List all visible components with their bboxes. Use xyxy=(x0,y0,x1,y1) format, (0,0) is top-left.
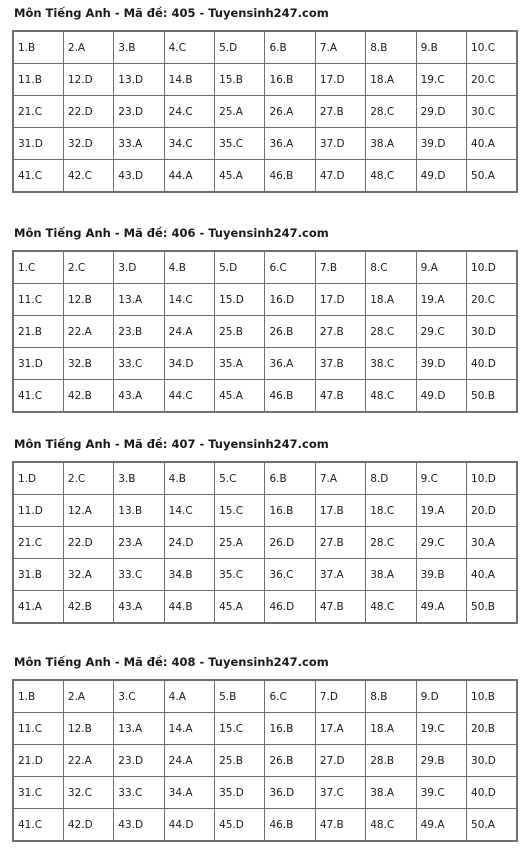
answer-cell: 27.B xyxy=(315,527,365,559)
answer-cell: 49.A xyxy=(416,809,466,842)
answer-cell: 49.D xyxy=(416,380,466,413)
answer-cell: 38.A xyxy=(366,128,416,160)
answer-cell: 34.A xyxy=(164,777,214,809)
answer-cell: 19.A xyxy=(416,495,466,527)
answer-cell: 24.A xyxy=(164,745,214,777)
answer-cell: 25.A xyxy=(215,96,265,128)
answer-cell: 4.C xyxy=(164,31,214,64)
answer-cell: 9.B xyxy=(416,31,466,64)
answer-cell: 13.B xyxy=(114,495,164,527)
answer-table xyxy=(12,30,518,193)
answer-cell: 22.A xyxy=(63,316,113,348)
answer-cell: 17.D xyxy=(315,284,365,316)
table-row xyxy=(13,559,517,591)
answer-cell: 41.C xyxy=(13,160,63,193)
answer-cell: 1.C xyxy=(13,251,63,284)
answer-cell: 7.B xyxy=(315,251,365,284)
answer-cell: 38.A xyxy=(366,559,416,591)
answer-cell: 21.D xyxy=(13,745,63,777)
answer-cell: 13.D xyxy=(114,64,164,96)
answer-cell: 35.D xyxy=(215,777,265,809)
answer-cell: 31.B xyxy=(13,559,63,591)
answer-cell: 28.B xyxy=(366,745,416,777)
answer-table xyxy=(12,250,518,413)
answer-cell: 28.C xyxy=(366,316,416,348)
answer-cell: 14.A xyxy=(164,713,214,745)
answer-cell: 10.B xyxy=(467,680,517,713)
answer-cell: 19.A xyxy=(416,284,466,316)
answer-cell: 28.C xyxy=(366,527,416,559)
answer-cell: 33.A xyxy=(114,128,164,160)
answer-cell: 48.C xyxy=(366,591,416,624)
table-row xyxy=(13,495,517,527)
answer-cell: 2.A xyxy=(63,31,113,64)
answer-cell: 20.C xyxy=(467,64,517,96)
answer-cell: 7.A xyxy=(315,462,365,495)
answer-cell: 48.C xyxy=(366,380,416,413)
answer-cell: 23.B xyxy=(114,316,164,348)
answer-cell: 44.C xyxy=(164,380,214,413)
table-row xyxy=(13,128,517,160)
answer-cell: 43.D xyxy=(114,809,164,842)
answer-cell: 6.C xyxy=(265,680,315,713)
table-row xyxy=(13,96,517,128)
answer-key-section-408 xyxy=(12,655,518,842)
answer-cell: 32.D xyxy=(63,128,113,160)
answer-cell: 42.C xyxy=(63,160,113,193)
answer-cell: 1.B xyxy=(13,31,63,64)
answer-cell: 45.D xyxy=(215,809,265,842)
answer-cell: 29.B xyxy=(416,745,466,777)
answer-cell: 21.B xyxy=(13,316,63,348)
answer-cell: 26.A xyxy=(265,96,315,128)
answer-cell: 15.D xyxy=(215,284,265,316)
answer-cell: 17.A xyxy=(315,713,365,745)
answer-cell: 28.C xyxy=(366,96,416,128)
answer-cell: 9.A xyxy=(416,251,466,284)
answer-cell: 49.D xyxy=(416,160,466,193)
answer-cell: 11.B xyxy=(13,64,63,96)
answer-cell: 46.B xyxy=(265,160,315,193)
answer-cell: 1.B xyxy=(13,680,63,713)
answer-cell: 26.D xyxy=(265,527,315,559)
answer-cell: 18.A xyxy=(366,64,416,96)
answer-cell: 38.A xyxy=(366,777,416,809)
answer-cell: 31.D xyxy=(13,128,63,160)
answer-cell: 15.C xyxy=(215,495,265,527)
answer-cell: 39.D xyxy=(416,128,466,160)
answer-cell: 45.A xyxy=(215,591,265,624)
answer-cell: 47.B xyxy=(315,380,365,413)
answer-cell: 34.D xyxy=(164,348,214,380)
table-row xyxy=(13,348,517,380)
answer-cell: 20.D xyxy=(467,495,517,527)
table-row xyxy=(13,64,517,96)
answer-cell: 44.D xyxy=(164,809,214,842)
answer-cell: 41.A xyxy=(13,591,63,624)
answer-cell: 40.D xyxy=(467,777,517,809)
answer-cell: 48.C xyxy=(366,160,416,193)
answer-cell: 41.C xyxy=(13,809,63,842)
answer-cell: 45.A xyxy=(215,160,265,193)
answer-cell: 9.D xyxy=(416,680,466,713)
answer-cell: 6.C xyxy=(265,251,315,284)
answer-cell: 16.D xyxy=(265,284,315,316)
answer-cell: 6.B xyxy=(265,31,315,64)
answer-cell: 32.C xyxy=(63,777,113,809)
table-row xyxy=(13,713,517,745)
table-row xyxy=(13,591,517,624)
answer-cell: 12.A xyxy=(63,495,113,527)
answer-cell: 30.D xyxy=(467,745,517,777)
answer-cell: 4.B xyxy=(164,251,214,284)
table-row xyxy=(13,745,517,777)
table-row xyxy=(13,380,517,413)
answer-cell: 3.C xyxy=(114,680,164,713)
answer-cell: 47.B xyxy=(315,591,365,624)
answer-cell: 12.B xyxy=(63,713,113,745)
answer-key-section-405 xyxy=(12,6,518,193)
answer-cell: 23.D xyxy=(114,745,164,777)
answer-cell: 17.D xyxy=(315,64,365,96)
answer-cell: 50.B xyxy=(467,380,517,413)
answer-cell: 29.C xyxy=(416,527,466,559)
answer-cell: 11.D xyxy=(13,495,63,527)
answer-cell: 18.A xyxy=(366,713,416,745)
answer-cell: 39.C xyxy=(416,777,466,809)
answer-cell: 19.C xyxy=(416,64,466,96)
answer-cell: 38.C xyxy=(366,348,416,380)
answer-cell: 36.D xyxy=(265,777,315,809)
answer-cell: 14.B xyxy=(164,64,214,96)
answer-cell: 10.C xyxy=(467,31,517,64)
answer-cell: 22.A xyxy=(63,745,113,777)
answer-cell: 8.B xyxy=(366,680,416,713)
answer-cell: 26.B xyxy=(265,316,315,348)
section-title: Môn Tiếng Anh - Mã đề: 406 - Tuyensinh247.com xyxy=(14,226,329,240)
answer-cell: 8.C xyxy=(366,251,416,284)
table-row xyxy=(13,809,517,842)
answer-cell: 24.A xyxy=(164,316,214,348)
answer-cell: 5.C xyxy=(215,462,265,495)
answer-cell: 18.C xyxy=(366,495,416,527)
answer-cell: 21.C xyxy=(13,527,63,559)
answer-cell: 36.C xyxy=(265,559,315,591)
answer-cell: 5.D xyxy=(215,251,265,284)
answer-cell: 43.A xyxy=(114,591,164,624)
answer-cell: 24.D xyxy=(164,527,214,559)
answer-cell: 31.C xyxy=(13,777,63,809)
answer-cell: 4.A xyxy=(164,680,214,713)
answer-cell: 30.C xyxy=(467,96,517,128)
answer-cell: 34.C xyxy=(164,128,214,160)
answer-table xyxy=(12,461,518,624)
answer-cell: 29.C xyxy=(416,316,466,348)
answer-cell: 32.B xyxy=(63,348,113,380)
table-row xyxy=(13,284,517,316)
table-row xyxy=(13,462,517,495)
answer-cell: 27.D xyxy=(315,745,365,777)
section-title: Môn Tiếng Anh - Mã đề: 408 - Tuyensinh247.com xyxy=(14,655,329,669)
answer-cell: 17.B xyxy=(315,495,365,527)
answer-cell: 26.B xyxy=(265,745,315,777)
answer-cell: 33.C xyxy=(114,777,164,809)
answer-cell: 37.B xyxy=(315,348,365,380)
answer-cell: 1.D xyxy=(13,462,63,495)
answer-cell: 7.A xyxy=(315,31,365,64)
answer-cell: 47.B xyxy=(315,809,365,842)
answer-cell: 8.B xyxy=(366,31,416,64)
answer-cell: 43.D xyxy=(114,160,164,193)
answer-cell: 5.B xyxy=(215,680,265,713)
answer-cell: 12.D xyxy=(63,64,113,96)
answer-cell: 19.C xyxy=(416,713,466,745)
answer-cell: 36.A xyxy=(265,128,315,160)
answer-cell: 40.A xyxy=(467,559,517,591)
answer-cell: 43.A xyxy=(114,380,164,413)
answer-cell: 6.B xyxy=(265,462,315,495)
answer-cell: 42.D xyxy=(63,809,113,842)
section-title: Môn Tiếng Anh - Mã đề: 407 - Tuyensinh247.com xyxy=(14,437,329,451)
answer-cell: 16.B xyxy=(265,64,315,96)
answer-cell: 31.D xyxy=(13,348,63,380)
answer-cell: 23.D xyxy=(114,96,164,128)
answer-cell: 22.D xyxy=(63,96,113,128)
answer-cell: 33.C xyxy=(114,559,164,591)
table-row xyxy=(13,316,517,348)
answer-cell: 3.B xyxy=(114,462,164,495)
answer-cell: 33.C xyxy=(114,348,164,380)
table-row xyxy=(13,31,517,64)
answer-cell: 42.B xyxy=(63,591,113,624)
answer-cell: 39.B xyxy=(416,559,466,591)
answer-cell: 3.D xyxy=(114,251,164,284)
table-row xyxy=(13,160,517,193)
answer-cell: 3.B xyxy=(114,31,164,64)
answer-cell: 46.D xyxy=(265,591,315,624)
answer-cell: 9.C xyxy=(416,462,466,495)
table-row xyxy=(13,777,517,809)
section-title: Môn Tiếng Anh - Mã đề: 405 - Tuyensinh247.com xyxy=(14,6,329,20)
answer-cell: 13.A xyxy=(114,713,164,745)
answer-cell: 4.B xyxy=(164,462,214,495)
answer-cell: 35.C xyxy=(215,128,265,160)
answer-cell: 40.A xyxy=(467,128,517,160)
answer-cell: 44.B xyxy=(164,591,214,624)
answer-cell: 15.C xyxy=(215,713,265,745)
answer-cell: 37.D xyxy=(315,128,365,160)
answer-cell: 46.B xyxy=(265,809,315,842)
answer-cell: 27.B xyxy=(315,96,365,128)
answer-cell: 42.B xyxy=(63,380,113,413)
answer-cell: 25.B xyxy=(215,316,265,348)
answer-cell: 44.A xyxy=(164,160,214,193)
table-row xyxy=(13,680,517,713)
answer-cell: 40.D xyxy=(467,348,517,380)
answer-cell: 20.B xyxy=(467,713,517,745)
answer-cell: 24.C xyxy=(164,96,214,128)
answer-cell: 14.C xyxy=(164,284,214,316)
answer-cell: 18.A xyxy=(366,284,416,316)
answer-cell: 11.C xyxy=(13,284,63,316)
answer-cell: 25.A xyxy=(215,527,265,559)
answer-cell: 12.B xyxy=(63,284,113,316)
answer-cell: 10.D xyxy=(467,251,517,284)
answer-cell: 50.A xyxy=(467,809,517,842)
answer-cell: 20.C xyxy=(467,284,517,316)
answer-cell: 35.C xyxy=(215,559,265,591)
answer-cell: 8.D xyxy=(366,462,416,495)
answer-cell: 21.C xyxy=(13,96,63,128)
answer-cell: 2.C xyxy=(63,251,113,284)
answer-cell: 27.B xyxy=(315,316,365,348)
answer-cell: 25.B xyxy=(215,745,265,777)
table-row xyxy=(13,527,517,559)
answer-cell: 47.D xyxy=(315,160,365,193)
answer-cell: 49.A xyxy=(416,591,466,624)
answer-key-section-406 xyxy=(12,226,518,413)
answer-cell: 14.C xyxy=(164,495,214,527)
table-row xyxy=(13,251,517,284)
answer-cell: 16.B xyxy=(265,713,315,745)
answer-cell: 39.D xyxy=(416,348,466,380)
answer-cell: 37.A xyxy=(315,559,365,591)
answer-key-section-407 xyxy=(12,437,518,624)
answer-cell: 5.D xyxy=(215,31,265,64)
answer-cell: 37.C xyxy=(315,777,365,809)
answer-cell: 13.A xyxy=(114,284,164,316)
answer-cell: 29.D xyxy=(416,96,466,128)
answer-cell: 50.A xyxy=(467,160,517,193)
answer-cell: 48.C xyxy=(366,809,416,842)
answer-cell: 41.C xyxy=(13,380,63,413)
answer-table xyxy=(12,679,518,842)
answer-cell: 32.A xyxy=(63,559,113,591)
answer-cell: 11.C xyxy=(13,713,63,745)
answer-cell: 16.B xyxy=(265,495,315,527)
answer-cell: 23.A xyxy=(114,527,164,559)
answer-cell: 34.B xyxy=(164,559,214,591)
answer-cell: 35.A xyxy=(215,348,265,380)
answer-cell: 10.D xyxy=(467,462,517,495)
answer-cell: 36.A xyxy=(265,348,315,380)
answer-cell: 15.B xyxy=(215,64,265,96)
answer-cell: 22.D xyxy=(63,527,113,559)
answer-cell: 2.C xyxy=(63,462,113,495)
answer-cell: 46.B xyxy=(265,380,315,413)
answer-cell: 2.A xyxy=(63,680,113,713)
answer-cell: 50.B xyxy=(467,591,517,624)
answer-cell: 7.D xyxy=(315,680,365,713)
answer-cell: 30.D xyxy=(467,316,517,348)
answer-cell: 45.A xyxy=(215,380,265,413)
answer-cell: 30.A xyxy=(467,527,517,559)
